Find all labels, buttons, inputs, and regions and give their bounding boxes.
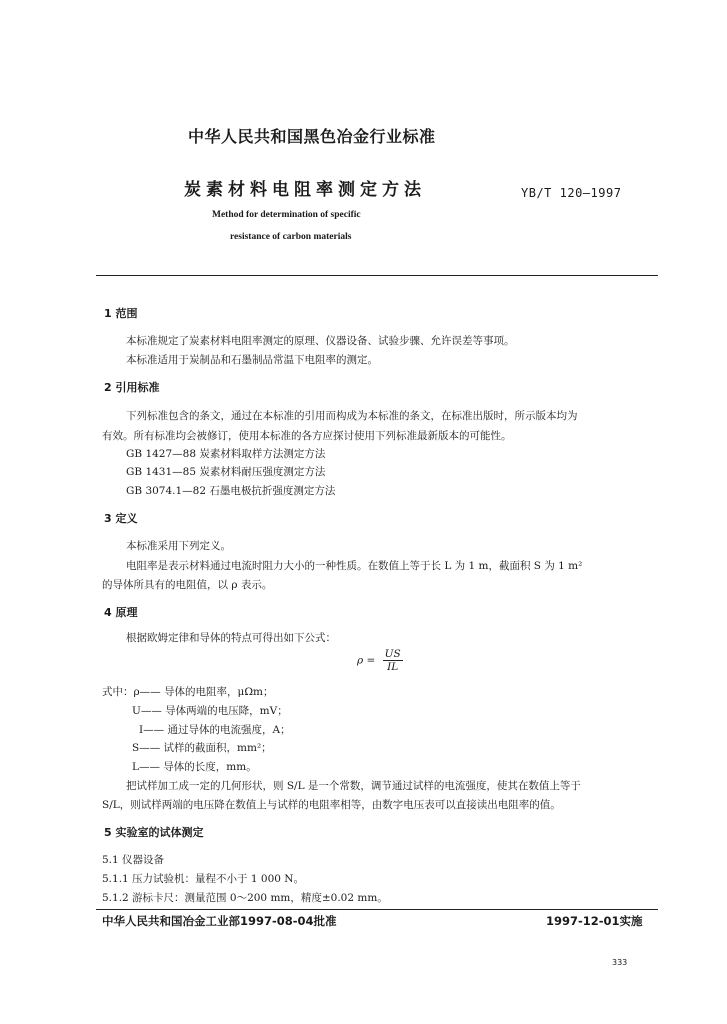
- effective-date: 1997-12-01实施: [546, 914, 643, 928]
- section-4-paragraph-2-line-2: S/L，则试样两端的电压降在数值上与试样的电阻率相等，由数字电压表可以直接读出电阻率的值。: [102, 799, 561, 811]
- standard-code: YB/T 120—1997: [521, 186, 622, 200]
- page-number: 333: [612, 958, 628, 967]
- reference-item: GB 3074.1—82 石墨电极抗折强度测定方法: [126, 485, 336, 497]
- section-3-paragraph-1: 本标准采用下列定义。: [126, 540, 231, 552]
- english-title-line-2: resistance of carbon materials: [230, 232, 352, 242]
- section-4-heading: 4 原理: [104, 606, 138, 619]
- formula-numerator: US: [384, 648, 401, 660]
- footer-divider: [96, 909, 658, 910]
- section-4-paragraph-2-line-1: 把试样加工成一定的几何形状，则 S/L 是一个常数，调节通过试样的电流强度，使其在数值上等于: [126, 780, 581, 792]
- approval-info: 中华人民共和国冶金工业部1997-08-04批准: [102, 914, 337, 928]
- section-2-paragraph-line-1: 下列标准包含的条文，通过在本标准的引用而构成为本标准的条文，在标准出版时，所示版本均为: [126, 410, 578, 422]
- formula-lhs: ρ =: [357, 654, 376, 667]
- section-2-paragraph-line-2: 有效。所有标准均会被修订，使用本标准的各方应探讨使用下列标准最新版本的可能性。: [102, 430, 512, 442]
- subsection-5-1-1: 5.1.1 压力试验机：量程不小于 1 000 N。: [102, 873, 304, 885]
- section-2-heading: 2 引用标准: [104, 381, 160, 394]
- variable-definition: S—— 试样的截面积，mm²；: [132, 742, 272, 754]
- section-3-paragraph-2-line-2: 的导体所具有的电阻值，以 ρ 表示。: [102, 579, 273, 591]
- variable-definition: 式中：ρ—— 导体的电阻率，μΩm；: [102, 686, 274, 698]
- section-5-heading: 5 实验室的试体测定: [104, 826, 204, 839]
- english-title-line-1: Method for determination of specific: [212, 210, 361, 220]
- section-1-paragraph-1: 本标准规定了炭素材料电阻率测定的原理、仪器设备、试验步骤、允许误差等事项。: [126, 335, 515, 347]
- section-1-heading: 1 范围: [104, 307, 138, 320]
- formula-fraction: [383, 648, 403, 673]
- document-title: 炭素材料电阻率测定方法: [184, 180, 426, 200]
- variable-definition: U—— 导体两端的电压降，mV；: [132, 705, 288, 717]
- section-1-paragraph-2: 本标准适用于炭制品和石墨制品常温下电阻率的测定。: [126, 354, 378, 366]
- reference-item: GB 1427—88 炭素材料取样方法测定方法: [126, 448, 326, 460]
- resistivity-formula: [357, 648, 403, 673]
- variable-definition: L—— 导体的长度，mm。: [132, 761, 257, 773]
- subsection-5-1-2: 5.1.2 游标卡尺：测量范围 0～200 mm，精度±0.02 mm。: [102, 892, 388, 904]
- reference-item: GB 1431—85 炭素材料耐压强度测定方法: [126, 466, 326, 478]
- variable-definition: I—— 通过导体的电流强度，A；: [139, 724, 291, 736]
- section-4-paragraph-1: 根据欧姆定律和导体的特点可得出如下公式：: [126, 632, 336, 644]
- section-3-heading: 3 定义: [104, 512, 138, 525]
- issuing-organization: 中华人民共和国黑色冶金行业标准: [188, 127, 436, 146]
- formula-denominator: IL: [387, 661, 399, 673]
- subsection-5-1: 5.1 仪器设备: [102, 854, 165, 866]
- section-3-paragraph-2-line-1: 电阻率是表示材料通过电流时阻力大小的一种性质。在数值上等于长 L 为 1 m，截面积 S 为 1 m²: [126, 560, 583, 572]
- header-divider: [96, 275, 658, 276]
